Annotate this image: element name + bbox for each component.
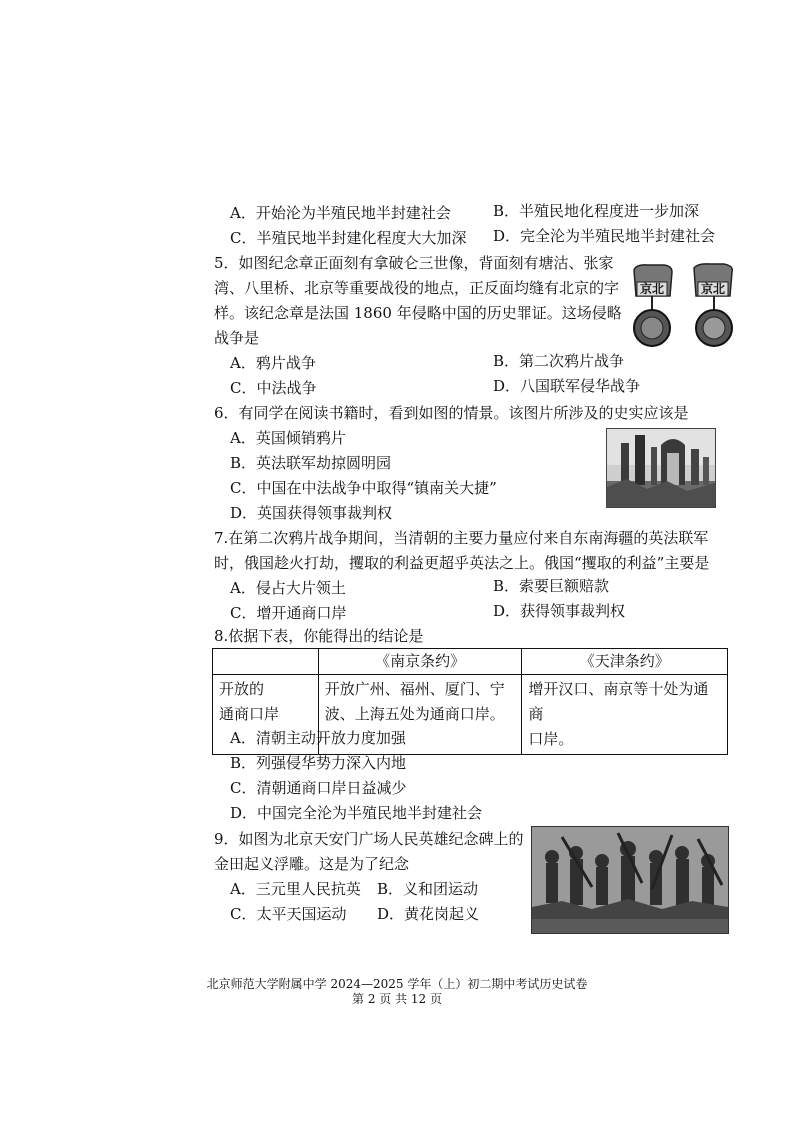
q4-option-a: A．开始沦为半殖民地半封建社会	[230, 204, 451, 222]
q9-option-a: A．三元里人民抗英	[230, 880, 361, 898]
q5-stem-line-1: 5．如图纪念章正面刻有拿破仑三世像，背面刻有塘沽、张家	[214, 254, 614, 272]
q4-option-c: C．半殖民地半封建化程度大大加深	[230, 229, 467, 247]
table-header-row	[213, 649, 728, 675]
q6-option-d: D．英国获得领事裁判权	[230, 504, 393, 522]
footer-page-number: 第 2 页 共 12 页	[352, 992, 442, 1006]
q8-stem: 8.依据下表，你能得出的结论是	[214, 627, 424, 645]
q6-option-c: C．中国在中法战争中取得“镇南关大捷”	[230, 479, 497, 497]
tianjin-cell-line-1: 增开汉口、南京等十处为通商	[528, 680, 709, 723]
footer-exam-title: 北京师范大学附属中学 2024—2025 学年（上）初二期中考试历史试卷	[206, 977, 588, 991]
q7-stem-line-2: 时，俄国趁火打劫，攫取的利益更超乎英法之上。俄国“攫取的利益”主要是	[214, 554, 710, 572]
q5-option-b: B．第二次鸦片战争	[493, 352, 625, 370]
table-corner-cell	[213, 649, 319, 675]
table-header-nanjing: 《南京条约》	[318, 649, 522, 675]
q6-option-a: A．英国倾销鸦片	[230, 429, 346, 447]
q7-option-a: A．侵占大片领土	[230, 579, 346, 597]
nanjing-cell-line-1: 开放广州、福州、厦门、宁	[324, 680, 505, 698]
q4-option-b: B．半殖民地化程度进一步加深	[493, 202, 700, 220]
q6-option-b: B．英法联军劫掠圆明园	[230, 454, 392, 472]
yuanmingyuan-ruins-image	[606, 428, 716, 508]
row-label-line-2: 通商口岸	[219, 705, 280, 723]
q7-option-c: C．增开通商口岸	[230, 604, 347, 622]
q8-option-c: C．清朝通商口岸日益减少	[230, 779, 407, 797]
q5-stem-line-4: 战争是	[214, 329, 260, 347]
jintian-uprising-relief-image	[531, 826, 729, 934]
q9-option-c: C．太平天国运动	[230, 905, 347, 923]
q5-stem-line-2: 湾、八里桥、北京等重要战役的地点，正反面均缝有北京的字	[214, 279, 620, 297]
q5-option-c: C．中法战争	[230, 379, 317, 397]
table-header-tianjin: 《天津条约》	[522, 649, 728, 675]
q5-option-d: D．八国联军侵华战争	[493, 377, 641, 395]
q6-stem: 6．有同学在阅读书籍时，看到如图的情景。该图片所涉及的史实应该是	[214, 404, 689, 422]
commemorative-medal-image	[628, 262, 746, 356]
medal-left-text: 京北	[639, 282, 664, 296]
q9-stem-line-2: 金田起义浮雕。这是为了纪念	[214, 855, 410, 873]
q9-option-b: B．义和团运动	[377, 880, 479, 898]
row-label-line-1: 开放的	[219, 680, 265, 698]
q8-option-a: A．清朝主动开放力度加强	[230, 729, 406, 747]
table-cell-tianjin	[522, 675, 728, 755]
q9-stem-line-1: 9．如图为北京天安门广场人民英雄纪念碑上的	[214, 830, 524, 848]
q8-option-b: B．列强侵华势力深入内地	[230, 754, 407, 772]
tianjin-cell-line-2: 口岸。	[528, 730, 574, 748]
medal-right-text: 京北	[700, 282, 725, 296]
q5-option-a: A．鸦片战争	[230, 354, 316, 372]
q7-option-d: D．获得领事裁判权	[493, 602, 626, 620]
q7-option-b: B．索要巨额赔款	[493, 577, 610, 595]
nanjing-cell-line-2: 波、上海五处为通商口岸。	[324, 705, 505, 723]
q7-stem-line-1: 7.在第二次鸦片战争期间，当清朝的主要力量应付来自东南海疆的英法联军	[214, 529, 709, 547]
q8-option-d: D．中国完全沦为半殖民地半封建社会	[230, 804, 483, 822]
q9-option-d: D．黄花岗起义	[377, 905, 480, 923]
q4-option-d: D．完全沦为半殖民地半封建社会	[493, 227, 716, 245]
q5-stem-line-3: 样。该纪念章是法国 1860 年侵略中国的历史罪证。这场侵略	[214, 304, 622, 322]
